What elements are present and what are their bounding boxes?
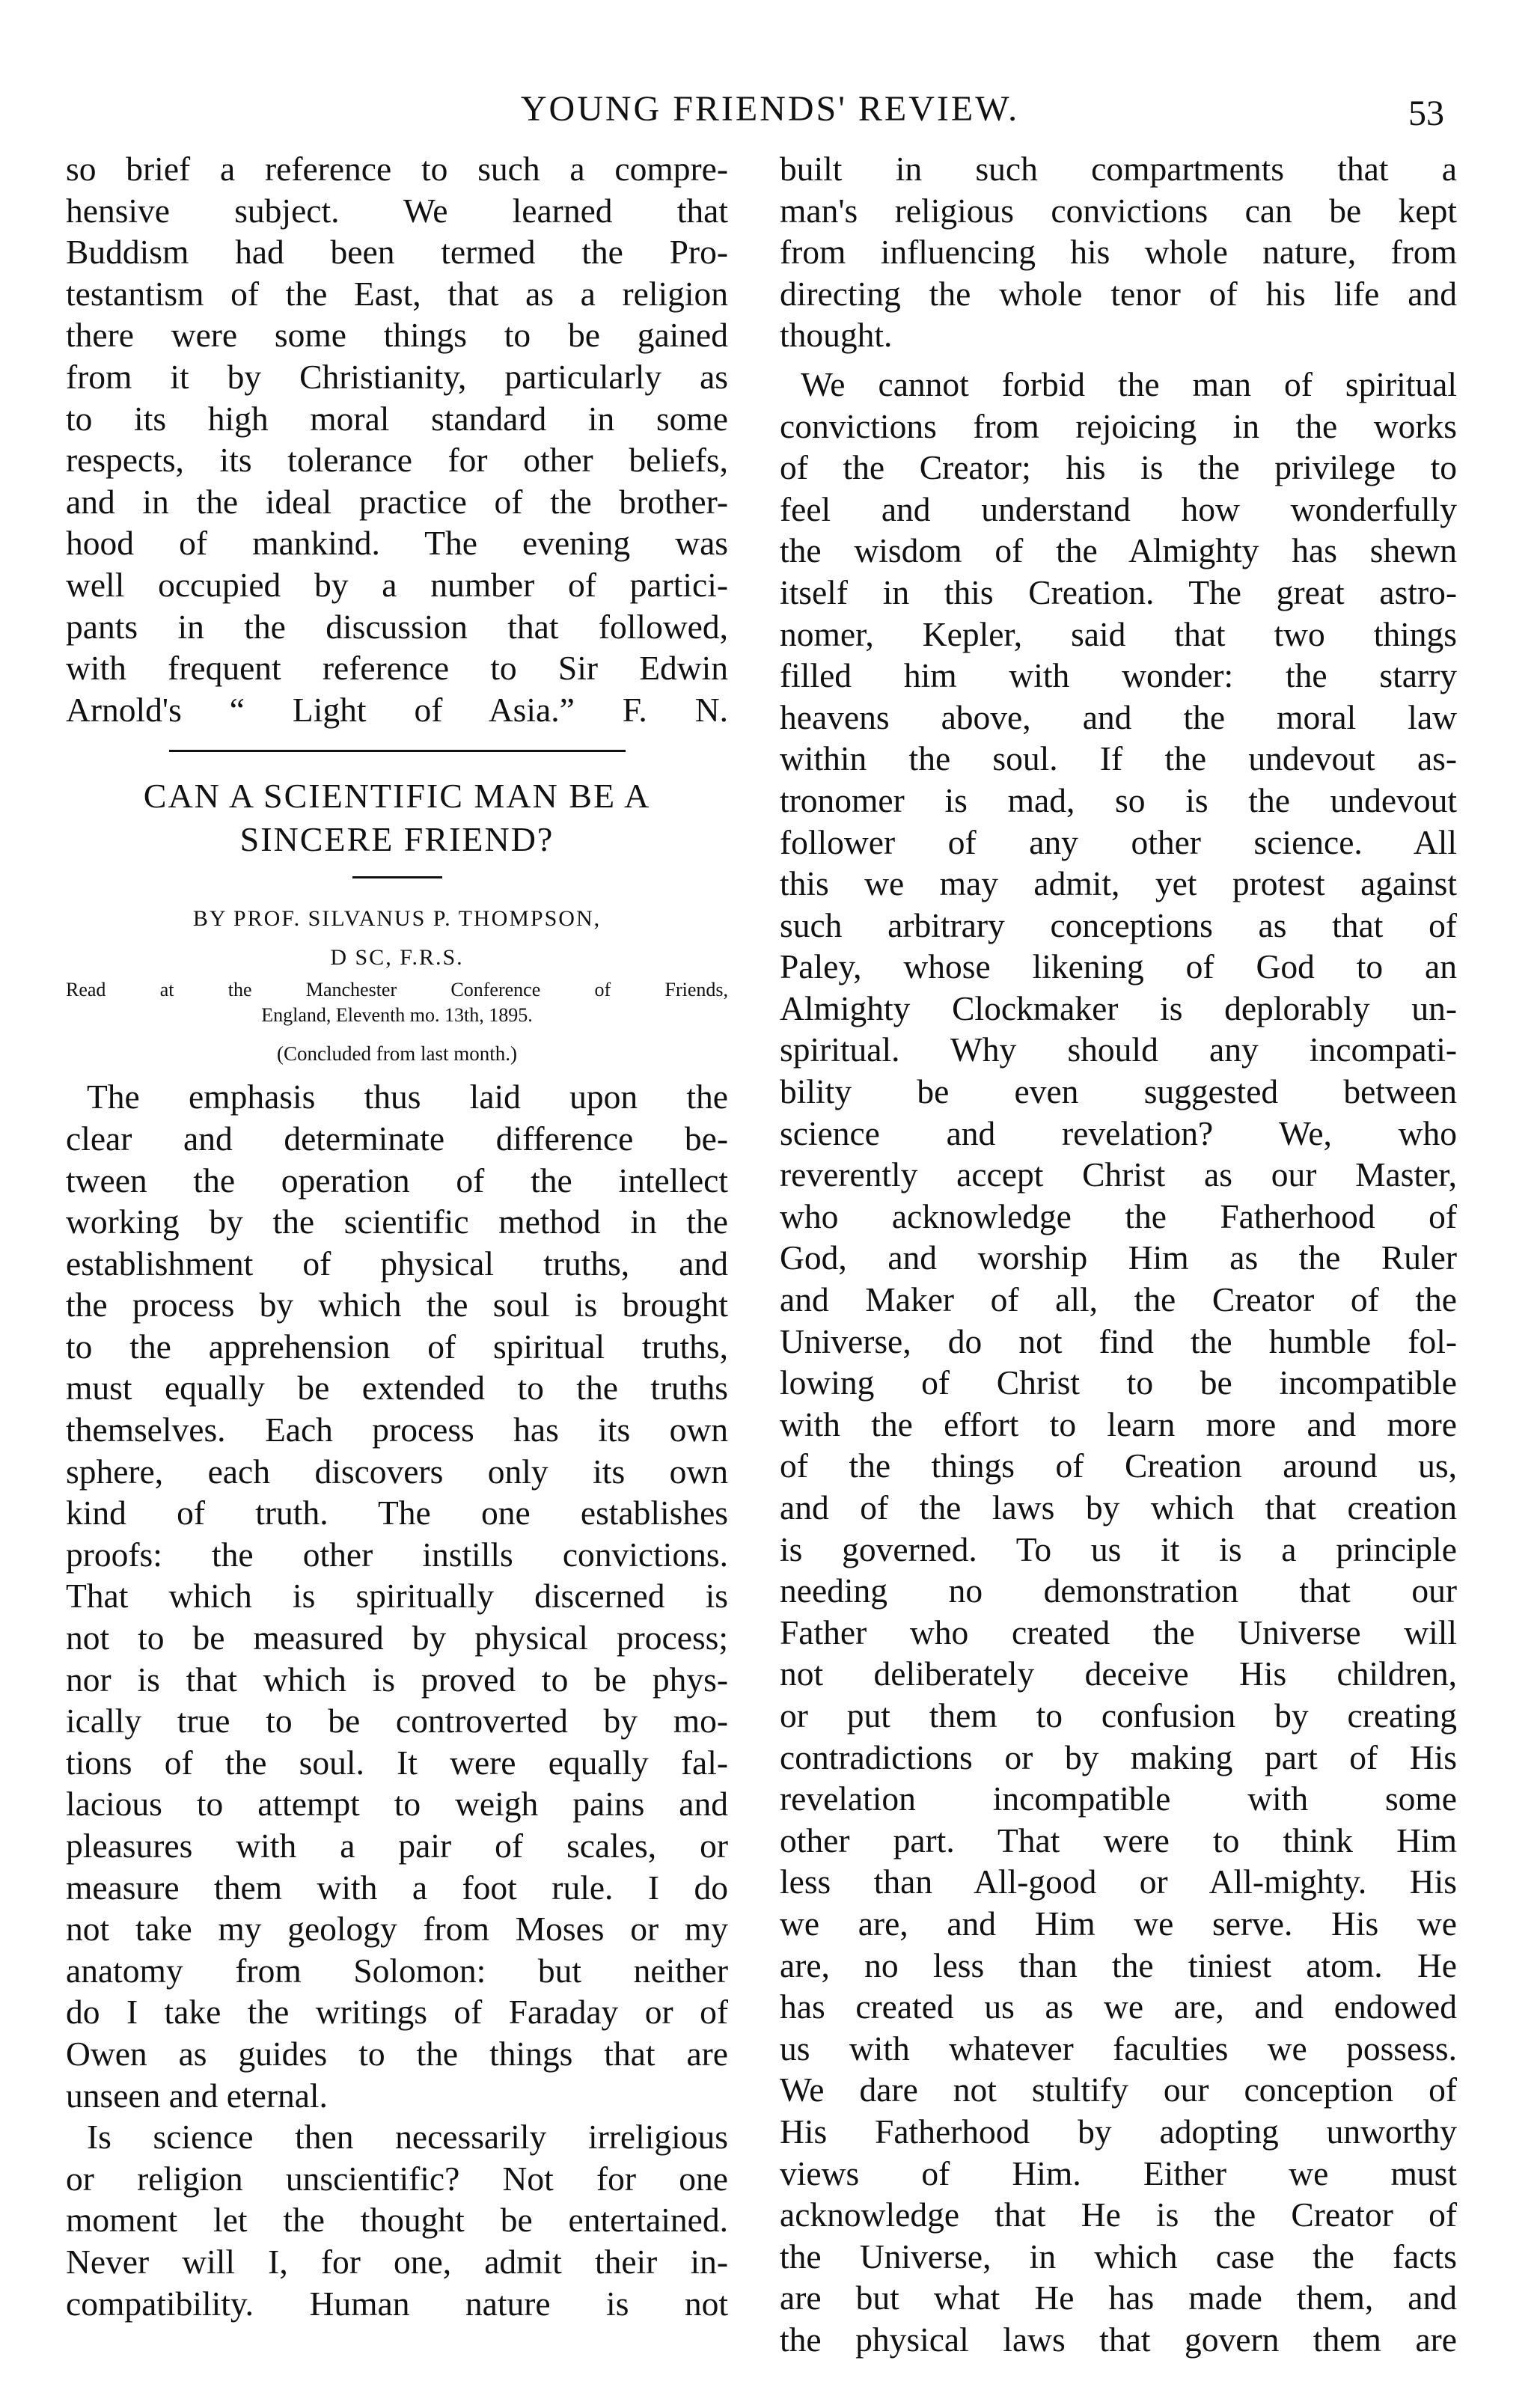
text-line: filled him with wonder: the starry <box>780 656 1457 695</box>
text-line: thought. <box>780 316 893 355</box>
text-line: nor is that which is proved to be phys- <box>66 1660 728 1699</box>
text-line: spiritual. Why should any incompati- <box>780 1030 1457 1069</box>
text-line: pants in the discussion that followed, <box>66 607 728 646</box>
text-line: of the Creator; his is the privilege to <box>780 448 1457 487</box>
page-number: 53 <box>1408 94 1444 133</box>
text-line: compatibility. Human nature is not <box>66 2284 728 2323</box>
byline-degrees: D SC, F.R.S. <box>330 945 464 971</box>
text-line: pleasures with a pair of scales, or <box>66 1827 728 1865</box>
text-line: heavens above, and the moral law <box>780 697 1457 736</box>
running-title: YOUNG FRIENDS' REVIEW. <box>520 89 1020 129</box>
text-line: from it by Christianity, particularly as <box>66 357 728 396</box>
text-line: follower of any other science. All <box>780 822 1457 861</box>
text-line: this we may admit, yet protest against <box>780 864 1457 903</box>
text-line: views of Him. Either we must <box>780 2154 1457 2192</box>
left-column <box>66 148 728 2324</box>
text-line: man's religious convictions can be kept <box>780 191 1457 230</box>
text-line: clear and determinate difference be- <box>66 1119 728 1158</box>
text-line: Father who created the Universe will <box>780 1613 1457 1651</box>
text-line: respects, its tolerance for other beliefs, <box>66 441 728 480</box>
text-line: or put them to confusion by creating <box>780 1696 1457 1735</box>
text-line: That which is spiritually discerned is <box>66 1577 728 1616</box>
text-line: anatomy from Solomon: but neither <box>66 1951 728 1990</box>
text-line: with the effort to learn more and more <box>780 1405 1457 1443</box>
article-title-line: CAN A SCIENTIFIC MAN BE A <box>143 777 651 816</box>
text-line: such arbitrary conceptions as that of <box>780 905 1457 944</box>
text-line: proofs: the other instills convictions. <box>66 1535 728 1574</box>
text-line: nomer, Kepler, said that two things <box>780 614 1457 653</box>
text-line: The emphasis thus laid upon the <box>87 1078 728 1116</box>
body-paragraph <box>780 148 1457 356</box>
byline-author: BY PROF. SILVANUS P. THOMPSON, <box>192 906 602 932</box>
text-line: are but what He has made them, and <box>780 2279 1457 2317</box>
article-title-line: SINCERE FRIEND? <box>239 820 554 859</box>
intro-paragraph <box>66 148 728 730</box>
text-line: working by the scientific method in the <box>66 1202 728 1241</box>
text-line: and Maker of all, the Creator of the <box>780 1280 1457 1319</box>
text-line: We cannot forbid the man of spiritual <box>801 364 1457 403</box>
text-line: We dare not stultify our conception of <box>780 2070 1457 2109</box>
text-line: measure them with a foot rule. I do <box>66 1868 728 1907</box>
text-line: sphere, each discovers only its own <box>66 1452 728 1491</box>
text-line: moment let the thought be entertained. <box>66 2201 728 2240</box>
text-line: itself in this Creation. The great astro- <box>780 572 1457 611</box>
body-paragraph <box>780 364 1457 2361</box>
text-line: who acknowledge the Fatherhood of <box>780 1197 1457 1235</box>
text-line: well occupied by a number of partici- <box>66 565 728 604</box>
text-line: we are, and Him we serve. His we <box>780 1904 1457 1943</box>
text-line: is governed. To us it is a principle <box>780 1529 1457 1568</box>
text-line: feel and understand how wonderfully <box>780 489 1457 528</box>
text-line: acknowledge that He is the Creator of <box>780 2195 1457 2234</box>
text-line-signature: Arnold's “ Light of Asia.” F. N. <box>66 690 728 729</box>
text-line: the Universe, in which case the facts <box>780 2237 1457 2276</box>
text-line: not take my geology from Moses or my <box>66 1910 728 1949</box>
text-line: and in the ideal practice of the brother- <box>66 482 728 521</box>
text-line: testantism of the East, that as a religion <box>66 274 728 313</box>
text-line: Buddism had been termed the Pro- <box>66 233 728 272</box>
text-line: hensive subject. We learned that <box>66 191 728 230</box>
text-line: tions of the soul. It were equally fal- <box>66 1743 728 1782</box>
text-line: built in such compartments that a <box>780 150 1457 188</box>
text-line: has created us as we are, and endowed <box>780 1987 1457 2026</box>
text-line: so brief a reference to such a compre- <box>66 150 728 188</box>
text-line: do I take the writings of Faraday or of <box>66 1993 728 2032</box>
body-paragraph <box>66 1076 728 2116</box>
text-line: His Fatherhood by adopting unworthy <box>780 2112 1457 2151</box>
text-line: us with whatever faculties we possess. <box>780 2029 1457 2068</box>
text-line: are, no less than the tiniest atom. He <box>780 1946 1457 1984</box>
text-line: Universe, do not find the humble fol- <box>780 1321 1457 1360</box>
text-line: there were some things to be gained <box>66 316 728 355</box>
text-line: contradictions or by making part of His <box>780 1738 1457 1776</box>
section-divider <box>169 750 626 752</box>
text-line: or religion unscientific? Not for one <box>66 2159 728 2198</box>
text-line: and of the laws by which that creation <box>780 1488 1457 1526</box>
text-line: tronomer is mad, so is the undevout <box>780 780 1457 819</box>
text-line: within the soul. If the undevout as- <box>780 739 1457 778</box>
article-byline <box>66 899 728 977</box>
text-line: other part. That were to think Him <box>780 1821 1457 1859</box>
text-line: lacious to attempt to weigh pains and <box>66 1785 728 1824</box>
text-line: Owen as guides to the things that are <box>66 2034 728 2073</box>
paragraph-gap <box>780 356 1457 364</box>
text-line: establishment of physical truths, and <box>66 1244 728 1283</box>
text-line: not deliberately deceive His children, <box>780 1654 1457 1693</box>
text-line: to the apprehension of spiritual truths, <box>66 1327 728 1366</box>
text-line: Paley, whose likening of God to an <box>780 947 1457 986</box>
text-line: science and revelation? We, who <box>780 1113 1457 1152</box>
article-title <box>66 774 728 861</box>
text-line: not to be measured by physical process; <box>66 1619 728 1657</box>
text-line: the wisdom of the Almighty has shewn <box>780 531 1457 570</box>
text-line: bility be even suggested between <box>780 1072 1457 1111</box>
text-line: themselves. Each process has its own <box>66 1411 728 1449</box>
text-line: revelation incompatible with some <box>780 1779 1457 1818</box>
text-line: reverently accept Christ as our Master, <box>780 1155 1457 1194</box>
text-line: Is science then necessarily irreligious <box>87 2118 728 2157</box>
title-divider <box>352 876 442 878</box>
text-line: God, and worship Him as the Ruler <box>780 1238 1457 1277</box>
text-line: less than All-good or All-mighty. His <box>780 1862 1457 1901</box>
text-line: unseen and eternal. <box>66 2076 328 2115</box>
text-line: of the things of Creation around us, <box>780 1446 1457 1485</box>
text-line: needing no demonstration that our <box>780 1571 1457 1610</box>
text-line: from influencing his whole nature, from <box>780 233 1457 272</box>
text-line: directing the whole tenor of his life and <box>780 274 1457 313</box>
continuation-note: (Concluded from last month.) <box>277 1042 517 1066</box>
text-line: the physical laws that govern them are <box>780 2320 1457 2359</box>
text-line: tween the operation of the intellect <box>66 1161 728 1199</box>
text-line: with frequent reference to Sir Edwin <box>66 649 728 688</box>
text-line: convictions from rejoicing in the works <box>780 406 1457 445</box>
read-at-note <box>66 977 728 1028</box>
text-line: ically true to be controverted by mo- <box>66 1702 728 1741</box>
text-line: must equally be extended to the truths <box>66 1369 728 1408</box>
note-line: England, Eleventh mo. 13th, 1895. <box>261 1004 533 1027</box>
body-paragraph <box>66 2116 728 2324</box>
text-line: the process by which the soul is brought <box>66 1286 728 1324</box>
text-line: kind of truth. The one establishes <box>66 1494 728 1532</box>
text-line: Almighty Clockmaker is deplorably un- <box>780 988 1457 1027</box>
text-line: Never will I, for one, admit their in- <box>66 2242 728 2281</box>
note-line: Read at the Manchester Conference of Friends, <box>66 979 728 1001</box>
text-line: to its high moral standard in some <box>66 399 728 438</box>
text-line: lowing of Christ to be incompatible <box>780 1363 1457 1402</box>
running-head <box>0 84 1540 136</box>
right-column <box>780 148 1457 2360</box>
text-line: hood of mankind. The evening was <box>66 524 728 563</box>
